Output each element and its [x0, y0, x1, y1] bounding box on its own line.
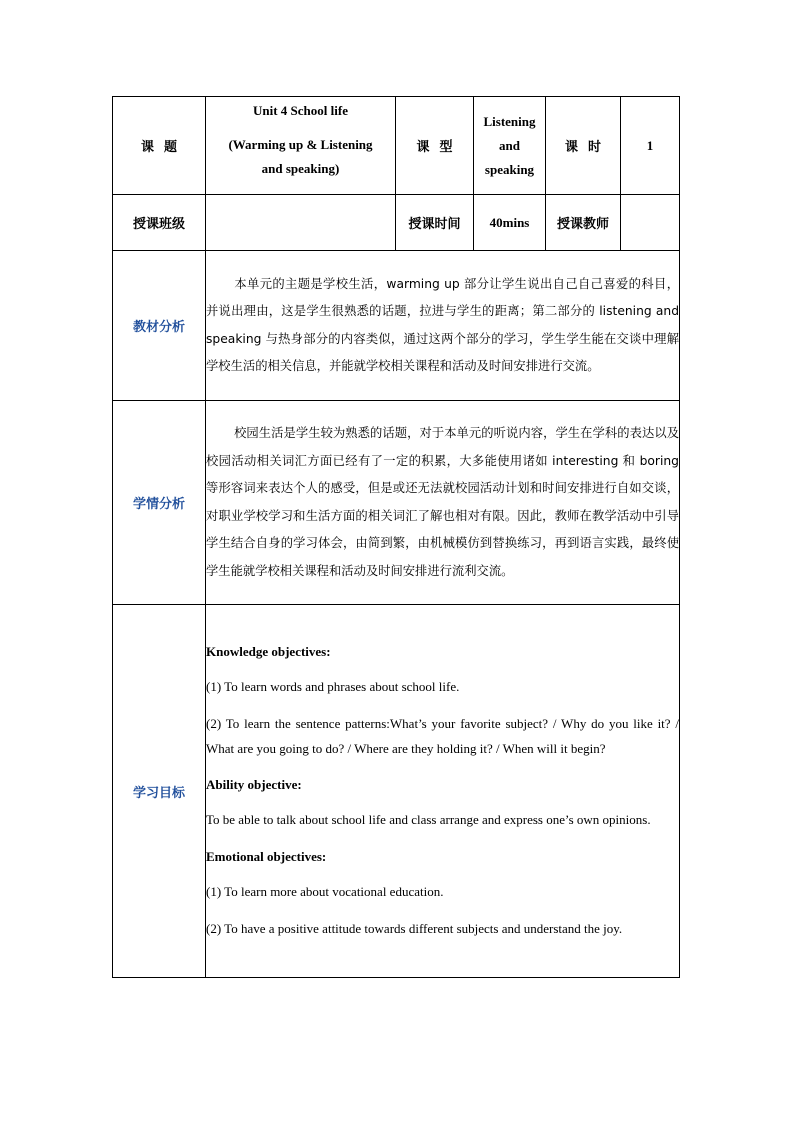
material-analysis-text — [206, 251, 680, 401]
lesson-title-cell — [206, 97, 396, 195]
teacher-value — [621, 195, 680, 251]
row-class-info — [113, 195, 680, 251]
knowledge-objective-1: (1) To learn words and phrases about school life. — [206, 678, 460, 694]
row-course-info — [113, 97, 680, 195]
label-teaching-time: 授课时间 — [396, 195, 474, 251]
label-material-analysis: 教材分析 — [113, 251, 206, 401]
lesson-plan-table — [112, 96, 680, 978]
row-learner-analysis — [113, 401, 680, 605]
label-lesson-title: 课题 — [113, 97, 206, 195]
label-lesson-type: 课型 — [396, 97, 474, 195]
row-material-analysis — [113, 251, 680, 401]
lesson-type-line2: and — [499, 137, 520, 153]
learner-analysis-text — [206, 401, 680, 605]
label-learner-analysis: 学情分析 — [113, 401, 206, 605]
emotional-objectives-heading: Emotional objectives: — [206, 848, 327, 864]
lesson-title-line2: (Warming up & Listening — [228, 136, 373, 152]
learner-analysis-body: 校园生活是学生较为熟悉的话题，对于本单元的听说内容，学生在学科的表达以及校园活动相关词汇方面已经有了一定的积累，大多能使用诸如 interesting 和 boring 等形容词来表达个人的感受，但是或还无法就校园活动计划和时间安排进行自如交谈，对职业学校学习和生活方面的相关词汇了解也相对有限。因此，教师在教学活动中引导学生结合自身的学习体会，由简到繁，由机械模仿到替换练习，再到语言实践，最终使学生能就学校相关课程和活动及时间安排进行流利交流。 — [206, 426, 679, 578]
teaching-time-value: 40mins — [474, 195, 546, 251]
lesson-type-line1: Listening — [483, 113, 536, 129]
period-value: 1 — [621, 97, 680, 195]
emotional-objective-1: (1) To learn more about vocational education. — [206, 883, 444, 899]
lesson-title-line3: and speaking) — [261, 160, 340, 176]
lesson-title-line1: Unit 4 School life — [253, 102, 348, 118]
lesson-type-cell — [474, 97, 546, 195]
label-period: 课时 — [546, 97, 621, 195]
label-learning-objectives: 学习目标 — [113, 605, 206, 978]
ability-objective-1: To be able to talk about school life and class arrange and express one’s own opinions. — [206, 812, 651, 827]
learning-objectives-content — [206, 605, 680, 978]
lesson-type-line3: speaking — [484, 161, 535, 177]
material-analysis-body: 本单元的主题是学校生活，warming up 部分让学生说出自己自己喜爱的科目，并说出理由，这是学生很熟悉的话题，拉进与学生的距离；第二部分的 listening and speaking 与热身部分的内容类似，通过这两个部分的学习，学生学生能在交谈中理解学校生活的相关信息，并能就学校相关课程和活动及时间安排进行交流。 — [206, 276, 679, 373]
knowledge-objectives-heading: Knowledge objectives: — [206, 643, 331, 659]
label-teacher: 授课教师 — [546, 195, 621, 251]
row-learning-objectives — [113, 605, 680, 978]
label-class: 授课班级 — [113, 195, 206, 251]
knowledge-objective-2: (2) To learn the sentence patterns:What’s your favorite subject? / Why do you like it? / What are you going to do? / Where are they holding it? / When will it begin? — [206, 716, 679, 756]
ability-objective-heading: Ability objective: — [206, 777, 302, 792]
emotional-objective-2: (2) To have a positive attitude towards different subjects and understand the joy. — [206, 921, 623, 936]
class-value — [206, 195, 396, 251]
